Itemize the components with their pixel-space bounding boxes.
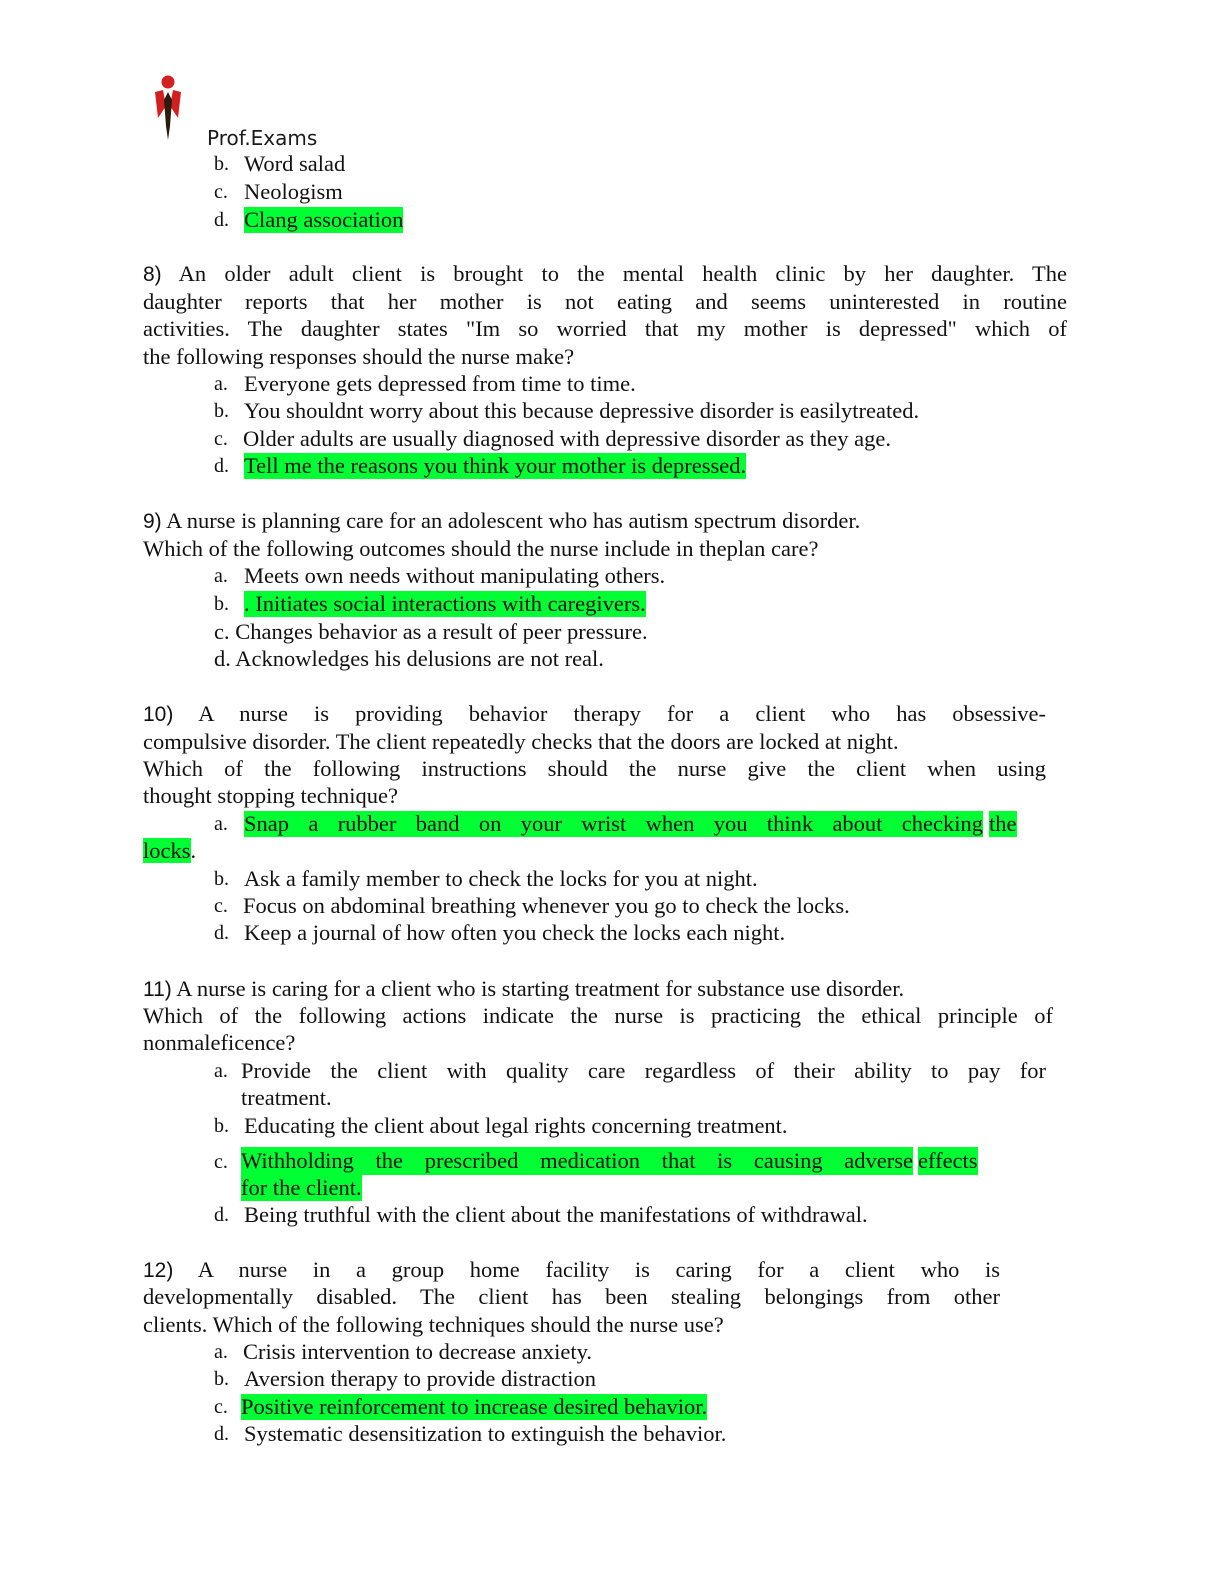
q12-option-d-letter: d. (214, 1423, 229, 1445)
q9-stem-line-1: 9) A nurse is planning care for an adolescent who has autism spectrum disorder. (143, 508, 861, 533)
q10-number: 10) (143, 703, 174, 726)
brand-name: Prof.Exams (207, 126, 318, 150)
q12-option-c-letter: c. (214, 1396, 228, 1418)
q8-option-d-answer: Tell me the reasons you think your mother is depressed. (244, 453, 747, 478)
q8-stem-line-4: the following responses should the nurse make? (143, 344, 575, 369)
q11-option-c-answer-wrap: for the client. (241, 1175, 362, 1200)
q10-option-b: Ask a family member to check the locks for you at night. (244, 866, 758, 891)
q9-number: 9) (143, 510, 162, 533)
q12-option-b: Aversion therapy to provide distraction (244, 1366, 596, 1391)
q7-option-b: Word salad (244, 151, 346, 176)
q8-option-a-letter: a. (214, 373, 228, 395)
q7-option-c-letter: c. (214, 181, 228, 203)
q11-option-d-letter: d. (214, 1204, 229, 1226)
q9-option-a-letter: a. (214, 565, 228, 587)
q8-option-b-letter: b. (214, 400, 229, 422)
q10-stem-line-3: Which of the following instructions should the nurse give the client when using (143, 756, 1046, 781)
q11-option-a: Provide the client with quality care regardless of their ability to pay for (241, 1058, 1046, 1083)
q12-option-d: Systematic desensitization to extinguish the behavior. (244, 1421, 727, 1446)
q11-option-b: Educating the client about legal rights concerning treatment. (244, 1113, 788, 1138)
q8-option-d-letter: d. (214, 455, 229, 477)
q12-option-a: Crisis intervention to decrease anxiety. (243, 1339, 593, 1364)
q8-stem-line-2: daughter reports that her mother is not eating and seems uninterested in routine (143, 289, 1067, 314)
q11-option-c-letter: c. (214, 1151, 228, 1173)
q10-option-c: Focus on abdominal breathing whenever you go to check the locks. (243, 893, 850, 918)
q8-stem-line-3: activities. The daughter states "Im so worried that my mother is depressed" which of (143, 316, 1067, 341)
q8-option-c-letter: c. (214, 428, 228, 450)
q10-stem-line-2: compulsive disorder. The client repeatedly checks that the doors are locked at night. (143, 729, 899, 754)
q9-stem-line-2: Which of the following outcomes should the nurse include in theplan care? (143, 536, 819, 561)
q7-option-c: Neologism (244, 179, 343, 204)
q7-option-b-letter: b. (214, 153, 229, 175)
q10-option-c-letter: c. (214, 895, 228, 917)
q10-option-a-answer-wrap: locks (143, 838, 191, 863)
q12-stem-line-1: 12) A nurse in a group home facility is caring for a client who is (143, 1257, 1000, 1282)
q11-stem-line-3: nonmaleficence? (143, 1030, 296, 1055)
q12-number: 12) (143, 1259, 174, 1282)
q10-option-b-letter: b. (214, 868, 229, 890)
q12-option-a-letter: a. (214, 1341, 228, 1363)
q9-option-a: Meets own needs without manipulating others. (244, 563, 666, 588)
q10-option-a-answer-cont: the (989, 811, 1017, 836)
q11-option-a-letter: a. (214, 1060, 228, 1082)
q8-option-a: Everyone gets depressed from time to time. (244, 371, 636, 396)
q11-option-d: Being truthful with the client about the manifestations of withdrawal. (244, 1202, 868, 1227)
q10-option-d: Keep a journal of how often you check the locks each night. (244, 920, 786, 945)
q9-option-b-letter: b. (214, 593, 229, 615)
q8-stem-line-1: 8) An older adult client is brought to the mental health clinic by her daughter. The (143, 261, 1067, 286)
q10-option-a-letter: a. (214, 813, 228, 835)
q11-number: 11) (143, 978, 172, 1001)
q12-stem-line-2: developmentally disabled. The client has been stealing belongings from other (143, 1284, 1000, 1309)
q8-number: 8) (143, 263, 162, 286)
q10-option-a-answer: Snap a rubber band on your wrist when you think about checking (244, 811, 983, 836)
q8-option-b: You shouldnt worry about this because depressive disorder is easilytreated. (244, 398, 920, 423)
q11-option-c-answer: Withholding the prescribed medication that is causing adverse (241, 1148, 913, 1173)
q10-option-a-wrap: locks. (143, 838, 197, 863)
q9-option-d: d. Acknowledges his delusions are not real. (214, 646, 604, 671)
q11-stem-line-1: 11) A nurse is caring for a client who is starting treatment for substance use disorder. (143, 976, 905, 1001)
q11-option-c-answer-cont: effects (918, 1148, 978, 1173)
prof-exams-logo-icon (146, 74, 190, 142)
q7-option-d-letter: d. (214, 209, 229, 231)
q12-stem-line-3: clients. Which of the following techniques should the nurse use? (143, 1312, 724, 1337)
q7-option-d-answer: Clang association (244, 207, 404, 232)
q11-option-b-letter: b. (214, 1115, 229, 1137)
q10-option-d-letter: d. (214, 922, 229, 944)
q10-stem-line-1: 10) A nurse is providing behavior therapy for a client who has obsessive- (143, 701, 1046, 726)
q10-stem-line-4: thought stopping technique? (143, 783, 398, 808)
q9-option-c: c. Changes behavior as a result of peer pressure. (214, 619, 648, 644)
q8-option-c: Older adults are usually diagnosed with depressive disorder as they age. (243, 426, 891, 451)
q11-stem-line-2: Which of the following actions indicate the nurse is practicing the ethical principle of (143, 1003, 1053, 1028)
q11-option-a-wrap: treatment. (241, 1085, 332, 1110)
q9-option-b-answer: . Initiates social interactions with caregivers. (244, 591, 646, 616)
q12-option-b-letter: b. (214, 1368, 229, 1390)
q12-option-c-answer: Positive reinforcement to increase desired behavior. (241, 1394, 708, 1419)
